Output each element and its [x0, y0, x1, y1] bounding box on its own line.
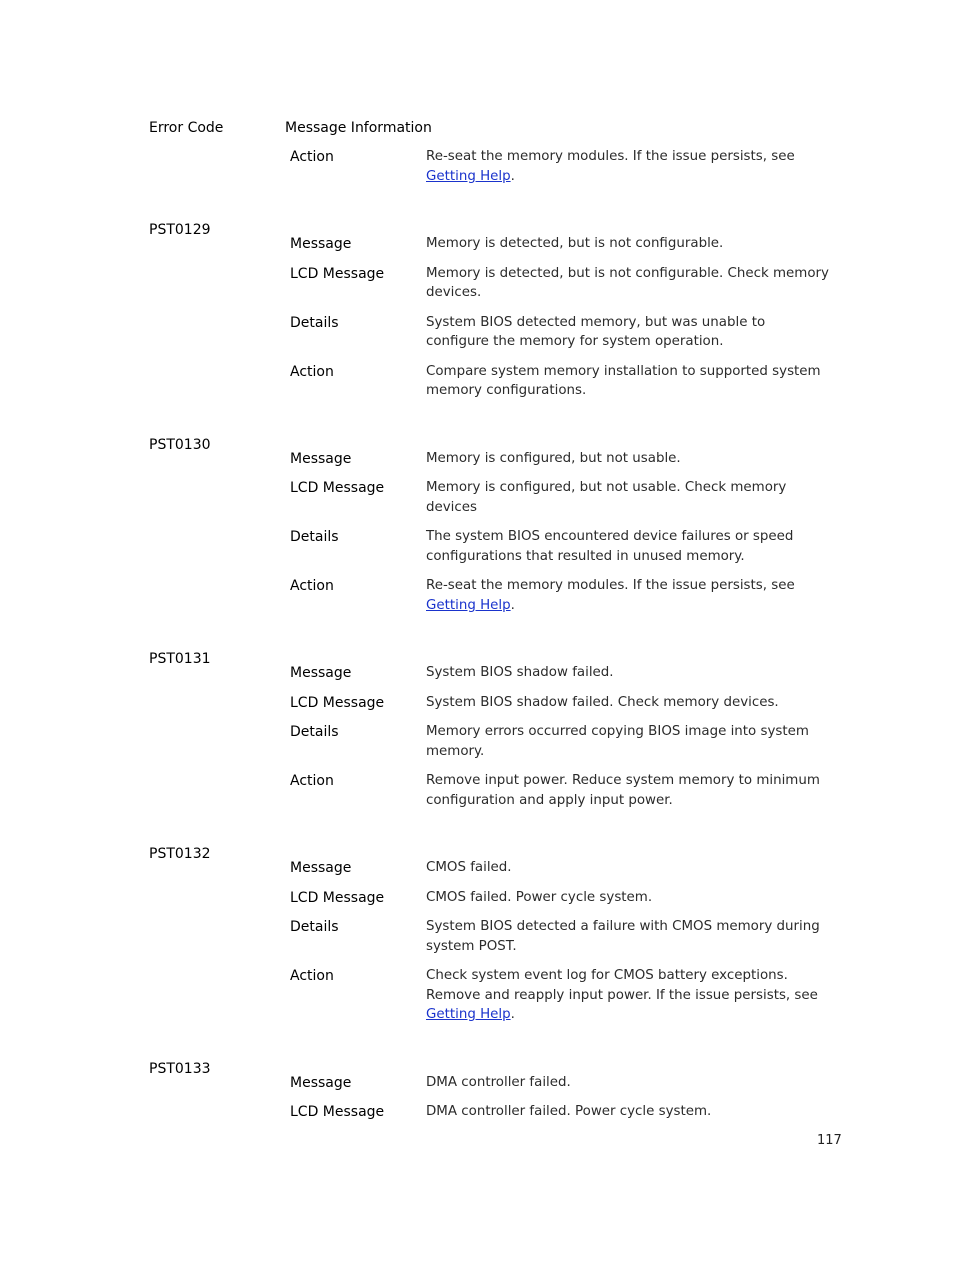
field-value [426, 449, 830, 469]
field-value-text: System BIOS detected memory, but was unable to configure the memory for system operation. [426, 314, 766, 349]
message-rows [0, 650, 954, 810]
field-label: LCD Message [290, 265, 385, 282]
field-value [426, 1073, 830, 1093]
field-value [426, 147, 830, 186]
field-label: Details [290, 919, 339, 935]
field-label: LCD Message [290, 889, 385, 906]
field-label: LCD Message [290, 480, 385, 496]
field-label: Message [290, 665, 352, 681]
column-header-error-code: Error Code [149, 120, 224, 136]
field-value-text: System BIOS shadow failed. [426, 665, 614, 680]
field-label: Details [290, 314, 339, 331]
field-value-suffix: . [510, 597, 515, 613]
message-rows [0, 845, 954, 1025]
field-label: Action [290, 578, 334, 594]
field-value-text: Memory is detected, but is not configurable. [426, 236, 724, 251]
field-value [426, 888, 830, 908]
field-value [426, 858, 830, 878]
message-row [0, 527, 954, 566]
field-value-text: CMOS failed. Power cycle system. [426, 889, 653, 905]
field-value-text: Memory is configured, but not usable. [426, 450, 681, 466]
error-entry [0, 1060, 954, 1122]
field-label: Message [290, 236, 352, 252]
field-value-text: Memory errors occurred copying BIOS image into system memory. [426, 724, 809, 759]
field-value-text: Remove input power. Reduce system memory to minimum configuration and apply input power. [426, 773, 820, 808]
message-row [0, 264, 954, 303]
message-row [0, 722, 954, 761]
message-row [0, 1102, 954, 1122]
field-label: Message [290, 1074, 352, 1091]
field-value [426, 264, 830, 303]
error-code: PST0129 [149, 222, 211, 238]
field-value [426, 917, 830, 956]
message-row [0, 234, 954, 254]
message-rows [0, 436, 954, 616]
getting-help-link[interactable]: Getting Help [426, 168, 511, 184]
entry-spacer [0, 196, 954, 221]
error-entry [0, 650, 954, 810]
error-code: PST0131 [149, 651, 211, 667]
message-row [0, 917, 954, 956]
field-value [426, 722, 830, 761]
field-value [426, 527, 830, 566]
entry-spacer [0, 411, 954, 436]
field-label: Action [290, 363, 334, 380]
error-entry [0, 147, 954, 186]
field-value [426, 313, 830, 352]
error-entry [0, 436, 954, 616]
field-value [426, 663, 830, 683]
error-code-table [0, 147, 954, 1132]
error-entry [0, 221, 954, 401]
field-label: Details [290, 724, 339, 740]
field-value-text: System BIOS shadow failed. Check memory devices. [426, 694, 779, 710]
field-value-suffix: . [510, 1007, 515, 1022]
entry-spacer [0, 820, 954, 845]
field-label: Message [290, 450, 352, 467]
message-row [0, 888, 954, 908]
message-row [0, 576, 954, 615]
field-value [426, 966, 830, 1025]
field-value-text: DMA controller failed. [426, 1074, 571, 1090]
field-label: Details [290, 529, 339, 545]
error-code: PST0130 [149, 436, 211, 453]
field-label: Action [290, 968, 334, 984]
getting-help-link[interactable]: Getting Help [426, 597, 511, 613]
field-value-text: Compare system memory installation to supported system memory configurations. [426, 363, 821, 398]
message-row [0, 1073, 954, 1093]
message-row [0, 449, 954, 469]
field-value-text: Memory is detected, but is not configurable. Check memory devices. [426, 265, 829, 300]
field-value-text: Re-seat the memory modules. If the issue persists, see [426, 578, 795, 593]
field-value [426, 234, 830, 254]
field-value [426, 693, 830, 713]
field-value-text: System BIOS detected a failure with CMOS memory during system POST. [426, 919, 820, 954]
field-label: LCD Message [290, 694, 385, 711]
getting-help-link[interactable]: Getting Help [426, 1007, 511, 1022]
field-label: Message [290, 860, 352, 876]
message-rows [0, 221, 954, 401]
entry-spacer [0, 1035, 954, 1060]
message-row [0, 966, 954, 1025]
message-row [0, 663, 954, 683]
message-row [0, 478, 954, 517]
error-code: PST0132 [149, 846, 211, 862]
message-rows [0, 1060, 954, 1122]
field-label: Action [290, 773, 334, 789]
field-value-suffix: . [510, 168, 515, 184]
message-row [0, 147, 954, 186]
message-row [0, 858, 954, 878]
field-value-text: CMOS failed. [426, 860, 512, 875]
field-value [426, 576, 830, 615]
field-label: Action [290, 149, 334, 165]
entry-spacer [0, 625, 954, 650]
field-value [426, 771, 830, 810]
error-code: PST0133 [149, 1060, 211, 1077]
column-header-message-information: Message Information [285, 120, 432, 136]
message-row [0, 362, 954, 401]
field-value-text: DMA controller failed. Power cycle system. [426, 1104, 712, 1119]
message-rows [0, 147, 954, 186]
field-value [426, 362, 830, 401]
field-value-text: Memory is configured, but not usable. Check memory devices [426, 480, 787, 515]
message-row [0, 693, 954, 713]
field-value [426, 1102, 830, 1122]
page-number: 117 [817, 1133, 842, 1148]
message-row [0, 771, 954, 810]
field-value-text: The system BIOS encountered device failures or speed configurations that resulted in unused memory. [426, 529, 794, 564]
field-label: LCD Message [290, 1104, 385, 1120]
error-entry [0, 845, 954, 1025]
field-value-text: Check system event log for CMOS battery exceptions. Remove and reapply input power. If the issue persists, see [426, 968, 818, 1003]
field-value [426, 478, 830, 517]
field-value-text: Re-seat the memory modules. If the issue persists, see [426, 149, 795, 164]
message-row [0, 313, 954, 352]
